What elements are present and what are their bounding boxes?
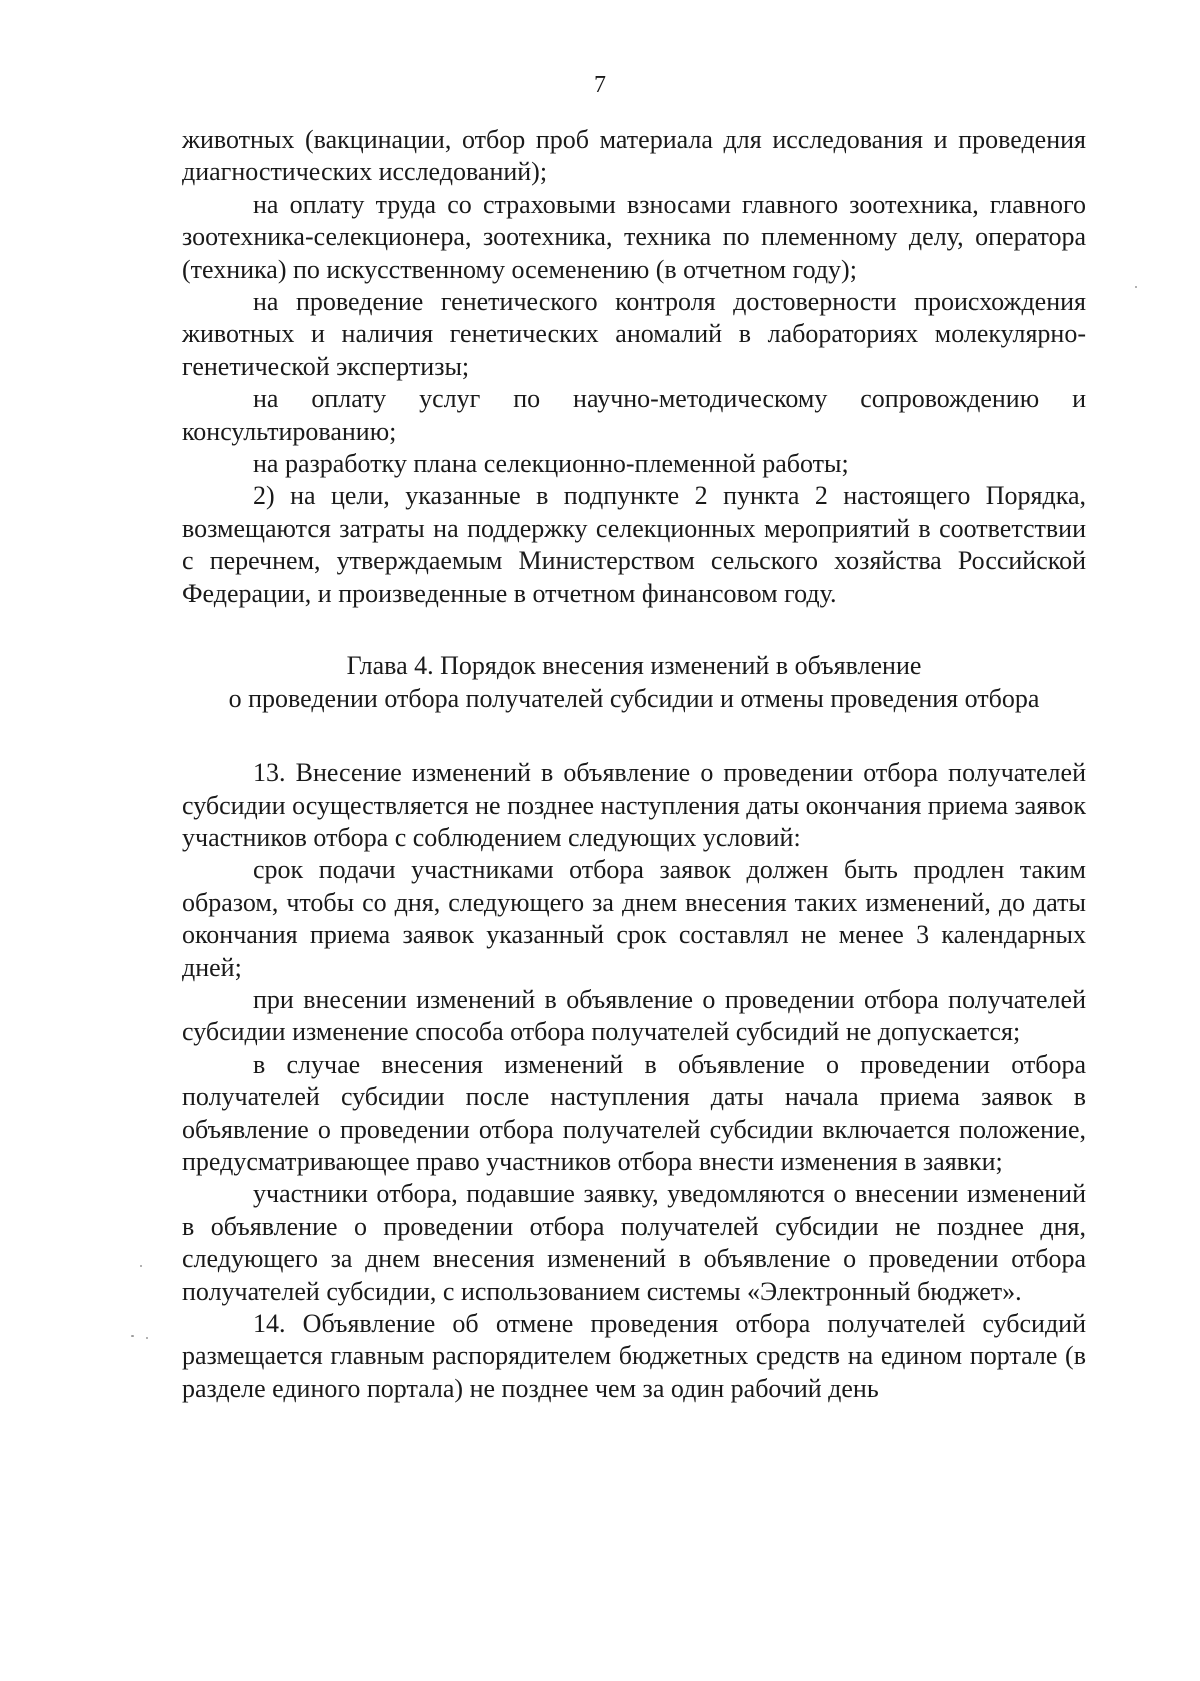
chapter-heading-line-2: о проведении отбора получателей субсидии и отмены проведения отбора bbox=[228, 684, 1040, 714]
chapter-heading bbox=[182, 649, 1086, 715]
paragraph-clause-14: 14. Объявление об отмене проведения отбора получателей субсидий размещается главным распорядителем бюджетных средств на едином портале (в разделе единого портала) не позднее чем за один рабочий день bbox=[182, 1309, 1086, 1403]
scan-speck bbox=[1135, 286, 1137, 288]
paragraph-selection-method: при внесении изменений в объявление о проведении отбора получателей субсидии изменение способа отбора получателей субсидий не допускается; bbox=[182, 984, 1086, 1047]
scan-speck bbox=[131, 1335, 134, 1337]
scan-speck bbox=[146, 1337, 148, 1339]
paragraph-clause-13: 13. Внесение изменений в объявление о проведении отбора получателей субсидии осуществляется не позднее наступления даты окончания приема заявок участников отбора с соблюдением следующих условий: bbox=[182, 758, 1086, 852]
paragraph-item-2: 2) на цели, указанные в подпункте 2 пункта 2 настоящего Порядка, возмещаются затраты на поддержку селекционных мероприятий в соответствии с перечнем, утверждаемым Министерством сельского хозяйства Российской Федерации, и произведенные в отчетном финансовом году. bbox=[182, 481, 1086, 608]
paragraph-deadline-extension: срок подачи участниками отбора заявок должен быть продлен таким образом, чтобы со дня, следующего за днем внесения таких изменений, до даты окончания приема заявок указанный срок составлял не менее 3 календарных дней; bbox=[182, 855, 1086, 982]
paragraphs-after-heading bbox=[182, 757, 1086, 1405]
paragraph-breeding-plan: на разработку плана селекционно-племенной работы; bbox=[253, 449, 849, 479]
paragraph-labor-costs: на оплату труда со страховыми взносами главного зоотехника, главного зоотехника-селекционера, зоотехника, техника по племенному делу, оператора (техника) по искусственному осеменению (в отчетном году); bbox=[182, 189, 1086, 284]
paragraph-notification: участники отбора, подавшие заявку, уведомляются о внесении изменений в объявление о проведении отбора получателей субсидии не позднее дня, следующего за днем внесения изменений в объявление о проведении отбора получателей субсидии, с использованием системы «Электронный бюджет». bbox=[182, 1179, 1086, 1306]
paragraph-application-changes: в случае внесения изменений в объявление о проведении отбора получателей субсидии после наступления даты начала приема заявок в объявление о проведении отбора получателей субсидии включается положение, предусматривающее право участников отбора внести изменения в заявки; bbox=[182, 1049, 1086, 1176]
paragraphs-before-heading bbox=[182, 124, 1086, 610]
page-number: 7 bbox=[594, 72, 606, 98]
chapter-heading-line-1: Глава 4. Порядок внесения изменений в объявление bbox=[346, 651, 922, 681]
paragraph-consulting: на оплату услуг по научно-методическому сопровождению и консультированию; bbox=[182, 384, 1086, 446]
scan-speck bbox=[140, 1265, 142, 1267]
paragraph-genetic-control: на проведение генетического контроля достоверности происхождения животных и наличия генетических аномалий в лабораториях молекулярно-генетической экспертизы; bbox=[182, 287, 1086, 381]
document-body bbox=[182, 124, 1086, 1405]
paragraph-continuation: животных (вакцинации, отбор проб материала для исследования и проведения диагностических исследований); bbox=[182, 125, 1086, 187]
